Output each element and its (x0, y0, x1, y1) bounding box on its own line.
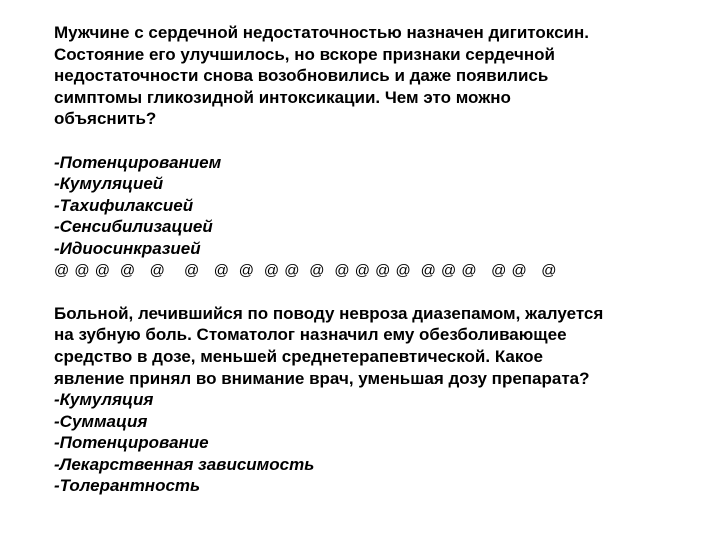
question-1 (54, 22, 674, 260)
question-2 (54, 303, 674, 497)
question-1-line-5: объяснить? (54, 109, 157, 129)
answer-option: -Сенсибилизацией (54, 217, 213, 237)
question-1-line-3: недостаточности снова возобновились и даже появились (54, 66, 549, 86)
answer-option: -Толерантность (54, 476, 201, 496)
answer-option: -Потенцированием (54, 152, 222, 172)
answer-option: -Потенцирование (54, 433, 209, 453)
answer-option: -Идиосинкразией (54, 238, 201, 258)
answer-option: -Кумуляция (54, 390, 154, 410)
answer-option: -Кумуляцией (54, 174, 164, 194)
question-2-line-3: средство в дозе, меньшей среднетерапевтической. Какое (54, 346, 543, 366)
answer-option: -Суммация (54, 411, 148, 431)
question-1-line-4: симптомы гликозидной интоксикации. Чем это можно (54, 87, 511, 107)
spacer (54, 281, 674, 303)
question-1-options (54, 152, 674, 260)
question-2-options (54, 389, 674, 497)
question-2-line-2: на зубную боль. Стоматолог назначил ему обезболивающее (54, 325, 567, 345)
separator-line: @ @ @ @ @ @ @ @ @ @ @ @ @ @ @ @ @ @ @ @ @ (54, 261, 557, 279)
spacer (54, 130, 674, 152)
question-2-line-4: явление принял во внимание врач, уменьшая дозу препарата? (54, 368, 590, 388)
slide-content (54, 22, 674, 497)
answer-option: -Лекарственная зависимость (54, 454, 315, 474)
answer-option: -Тахифилаксией (54, 195, 194, 215)
question-2-line-1: Больной, лечившийся по поводу невроза диазепамом, жалуется (54, 303, 604, 323)
question-1-line-2: Состояние его улучшилось, но вскоре признаки сердечной (54, 44, 555, 64)
question-1-line-1: Мужчине с сердечной недостаточностью назначен дигитоксин. (54, 23, 589, 42)
